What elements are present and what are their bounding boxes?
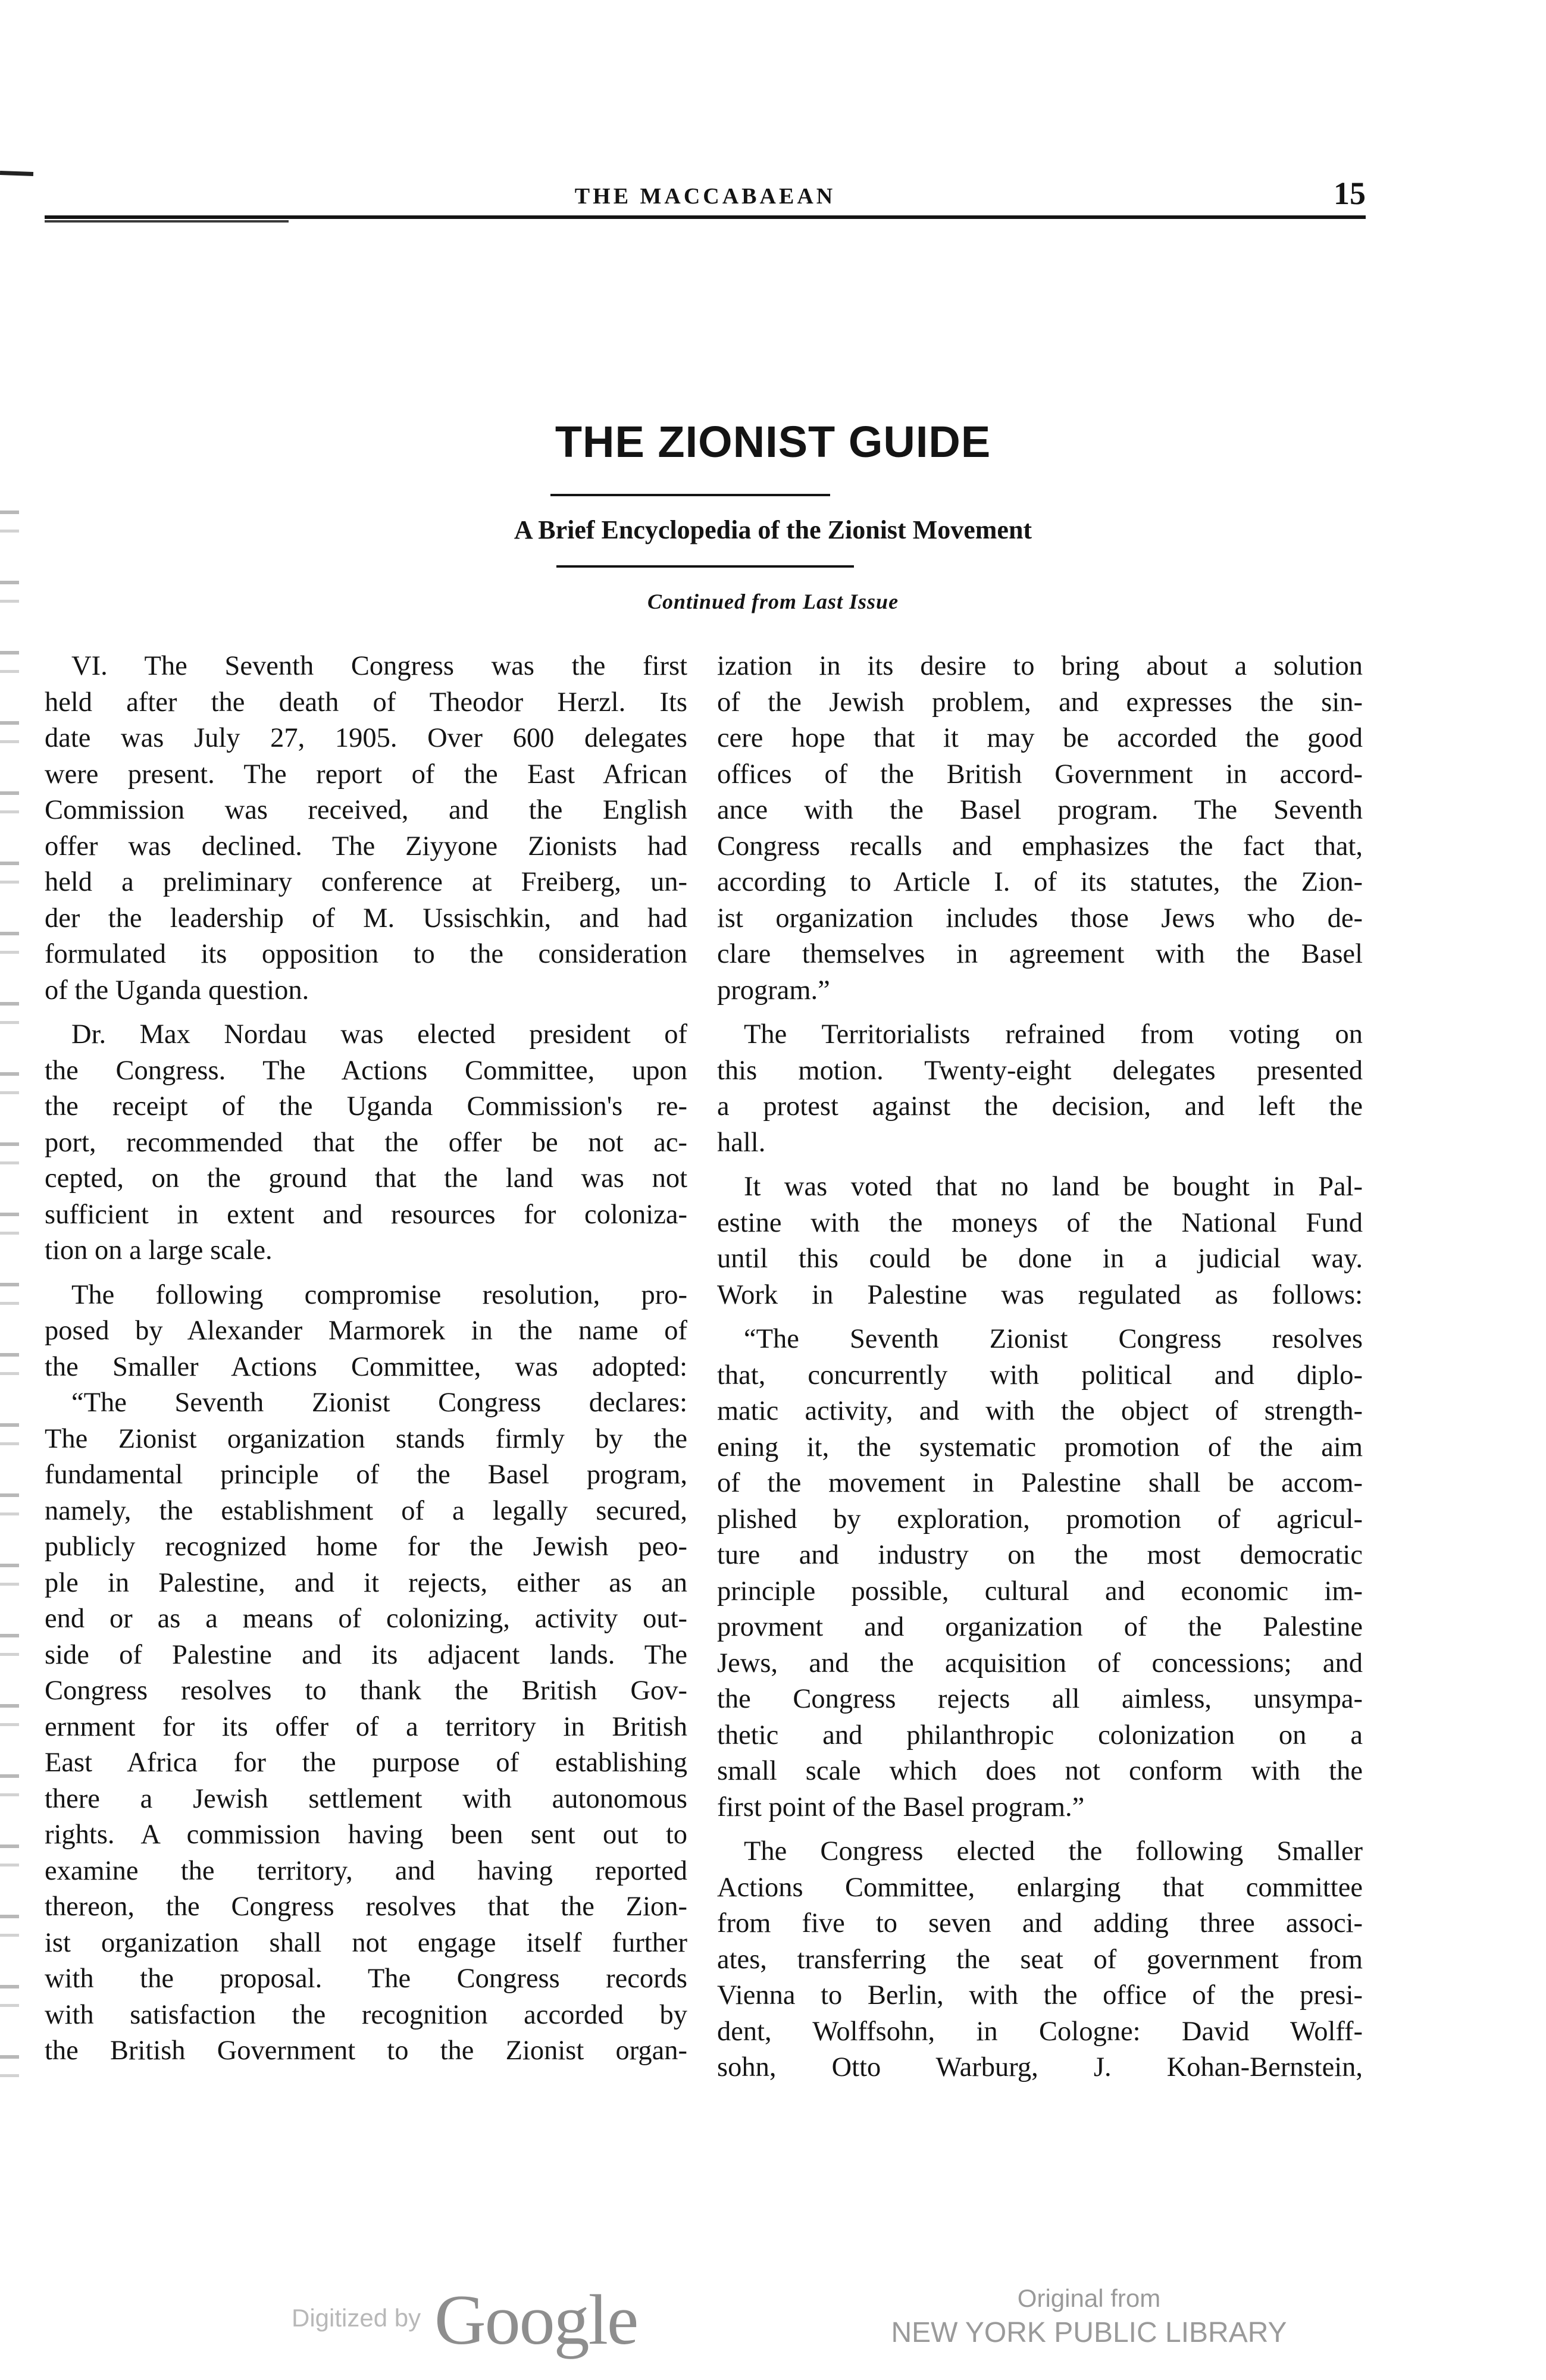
text-line: the receipt of the Uganda Commission's re- bbox=[45, 1091, 687, 1122]
text-line: sufficient in extent and resources for coloniza- bbox=[45, 1199, 687, 1230]
original-from-text: Original from bbox=[1017, 2284, 1161, 2312]
text-line: offices of the British Government in accord- bbox=[717, 759, 1363, 790]
journal-name: THE MACCABAEAN bbox=[574, 184, 836, 209]
text-line: ates, transferring the seat of government from bbox=[717, 1944, 1363, 1975]
paragraph-gap bbox=[717, 1313, 1363, 1321]
text-line: of the Uganda question. bbox=[45, 975, 309, 1006]
text-line: cere hope that it may be accorded the good bbox=[717, 723, 1363, 753]
google-logo: Google bbox=[434, 2280, 638, 2359]
text-line: “The Seventh Zionist Congress resolves bbox=[744, 1324, 1363, 1354]
text-line: ening it, the systematic promotion of the aim bbox=[717, 1432, 1363, 1463]
text-line: that, concurrently with political and diplo- bbox=[717, 1360, 1363, 1391]
header-rule bbox=[45, 215, 1366, 219]
text-line: Work in Palestine was regulated as follows: bbox=[717, 1279, 1363, 1310]
text-line: The Congress elected the following Smaller bbox=[744, 1836, 1363, 1867]
text-line: there a Jewish settlement with autonomous bbox=[45, 1783, 687, 1814]
text-line: estine with the moneys of the National Fund bbox=[717, 1207, 1363, 1238]
text-line: dent, Wolffsohn, in Cologne: David Wolff- bbox=[717, 2016, 1363, 2047]
header-rule-accent bbox=[45, 220, 289, 223]
binding-edge bbox=[0, 488, 19, 2094]
continued-note: Continued from Last Issue bbox=[647, 590, 899, 613]
paragraph-gap bbox=[45, 1269, 687, 1277]
text-line: the British Government to the Zionist organ- bbox=[45, 2035, 687, 2066]
title-rule bbox=[550, 494, 830, 496]
text-line: with satisfaction the recognition accorded by bbox=[45, 1999, 687, 2030]
text-line: sohn, Otto Warburg, J. Kohan-Bernstein, bbox=[717, 2052, 1363, 2082]
text-line: namely, the establishment of a legally secured, bbox=[45, 1495, 687, 1526]
text-line: formulated its opposition to the consideration bbox=[45, 939, 687, 969]
text-line: examine the territory, and having reported bbox=[45, 1855, 687, 1886]
text-line: held a preliminary conference at Freiberg, un- bbox=[45, 867, 687, 897]
text-line: Dr. Max Nordau was elected president of bbox=[71, 1019, 687, 1050]
text-line: provment and organization of the Palestine bbox=[717, 1612, 1363, 1642]
text-line: tion on a large scale. bbox=[45, 1235, 273, 1266]
text-line: clare themselves in agreement with the Basel bbox=[717, 939, 1363, 969]
text-line: small scale which does not conform with the bbox=[717, 1756, 1363, 1786]
page-number: 15 bbox=[1334, 176, 1366, 211]
text-line: offer was declined. The Ziyyone Zionists had bbox=[45, 831, 687, 862]
text-line: plished by exploration, promotion of agricul- bbox=[717, 1504, 1363, 1535]
text-line: publicly recognized home for the Jewish peo- bbox=[45, 1532, 687, 1562]
text-line: matic activity, and with the object of strength- bbox=[717, 1396, 1363, 1426]
text-line: fundamental principle of the Basel program, bbox=[45, 1460, 687, 1490]
text-line: the Congress. The Actions Committee, upon bbox=[45, 1055, 687, 1086]
text-line: The Zionist organization stands firmly by the bbox=[45, 1423, 687, 1454]
text-line: thereon, the Congress resolves that the Zion- bbox=[45, 1892, 687, 1922]
text-line: The Territorialists refrained from voting on bbox=[744, 1019, 1363, 1050]
paragraph-gap bbox=[717, 1161, 1363, 1169]
text-line: with the proposal. The Congress records bbox=[45, 1964, 687, 1994]
text-line: according to Article I. of its statutes, the Zion- bbox=[717, 867, 1363, 897]
text-line: Commission was received, and the English bbox=[45, 795, 687, 825]
library-name: NEW YORK PUBLIC LIBRARY bbox=[891, 2317, 1287, 2348]
text-line: this motion. Twenty-eight delegates presented bbox=[717, 1055, 1363, 1086]
text-line: the Smaller Actions Committee, was adopted: bbox=[45, 1351, 687, 1382]
paragraph-gap bbox=[717, 1825, 1363, 1834]
text-line: ist organization shall not engage itself further bbox=[45, 1927, 687, 1958]
left-column bbox=[45, 649, 687, 2069]
right-column bbox=[717, 649, 1363, 2086]
library-watermark bbox=[881, 2282, 1297, 2351]
text-line: Actions Committee, enlarging that committee bbox=[717, 1872, 1363, 1903]
text-line: ization in its desire to bring about a solution bbox=[717, 651, 1363, 681]
text-line: Jews, and the acquisition of concessions; and bbox=[717, 1648, 1363, 1678]
text-line: from five to seven and adding three associ- bbox=[717, 1908, 1363, 1939]
text-line: East Africa for the purpose of establishing bbox=[45, 1748, 687, 1778]
text-line: port, recommended that the offer be not ac- bbox=[45, 1127, 687, 1158]
paragraph-gap bbox=[45, 1009, 687, 1017]
text-line: first point of the Basel program.” bbox=[717, 1792, 1085, 1822]
text-line: ist organization includes those Jews who de- bbox=[717, 903, 1363, 934]
text-line: end or as a means of colonizing, activity out- bbox=[45, 1604, 687, 1634]
text-line: der the leadership of M. Ussischkin, and had bbox=[45, 903, 687, 934]
digitized-by-text: Digitized by bbox=[292, 2304, 421, 2332]
text-line: of the movement in Palestine shall be accom- bbox=[717, 1468, 1363, 1498]
article-title: THE ZIONIST GUIDE bbox=[555, 417, 991, 466]
subtitle-rule bbox=[556, 565, 854, 568]
text-line: the Congress rejects all aimless, unsympa- bbox=[717, 1684, 1363, 1714]
paragraph-gap bbox=[717, 1009, 1363, 1017]
text-line: held after the death of Theodor Herzl. Its bbox=[45, 687, 687, 718]
text-line: “The Seventh Zionist Congress declares: bbox=[71, 1388, 687, 1418]
text-line: program.” bbox=[717, 975, 830, 1006]
text-line: were present. The report of the East African bbox=[45, 759, 687, 790]
text-line: ernment for its offer of a territory in British bbox=[45, 1711, 687, 1742]
text-line: cepted, on the ground that the land was not bbox=[45, 1163, 687, 1194]
text-line: side of Palestine and its adjacent lands. The bbox=[45, 1639, 687, 1670]
text-line: ple in Palestine, and it rejects, either as an bbox=[45, 1567, 687, 1598]
article-subtitle: A Brief Encyclopedia of the Zionist Movement bbox=[514, 515, 1032, 544]
text-line: until this could be done in a judicial way. bbox=[717, 1244, 1363, 1274]
text-line: ture and industry on the most democratic bbox=[717, 1540, 1363, 1570]
text-line: VI. The Seventh Congress was the first bbox=[71, 651, 687, 681]
text-line: thetic and philanthropic colonization on a bbox=[717, 1720, 1363, 1750]
text-line: The following compromise resolution, pro- bbox=[71, 1279, 687, 1310]
text-line: Congress resolves to thank the British Gov- bbox=[45, 1676, 687, 1706]
text-line: a protest against the decision, and left the bbox=[717, 1091, 1363, 1122]
text-line: hall. bbox=[717, 1127, 766, 1158]
text-line: date was July 27, 1905. Over 600 delegates bbox=[45, 723, 687, 753]
text-line: of the Jewish problem, and expresses the sin- bbox=[717, 687, 1363, 718]
text-line: principle possible, cultural and economic im- bbox=[717, 1576, 1363, 1606]
text-line: Vienna to Berlin, with the office of the presi- bbox=[717, 1980, 1363, 2011]
text-line: rights. A commission having been sent out to bbox=[45, 1820, 687, 1850]
text-line: posed by Alexander Marmorek in the name of bbox=[45, 1316, 687, 1346]
text-line: ance with the Basel program. The Seventh bbox=[717, 795, 1363, 825]
scan-mark bbox=[0, 171, 33, 176]
text-line: Congress recalls and emphasizes the fact that, bbox=[717, 831, 1363, 862]
text-line: It was voted that no land be bought in Pal- bbox=[744, 1172, 1363, 1202]
digitized-by-watermark bbox=[292, 2279, 649, 2359]
